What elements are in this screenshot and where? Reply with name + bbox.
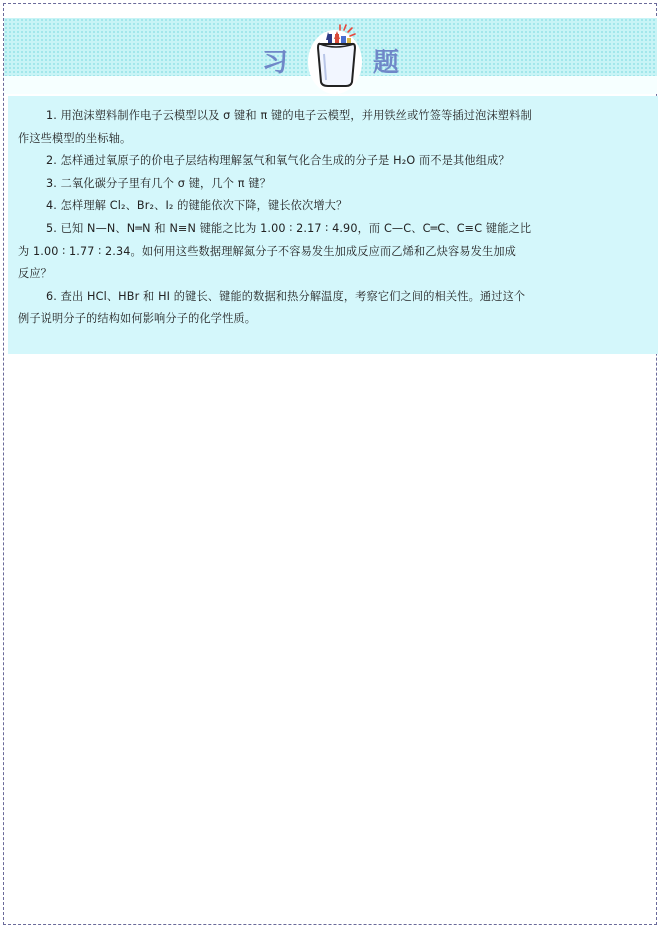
exercise-item xyxy=(18,286,650,331)
title-left-char: 习 xyxy=(262,48,290,78)
exercise-line: 作这些模型的坐标轴。 xyxy=(18,131,132,145)
exercise-item xyxy=(18,173,650,196)
exercise-line: 1. 用泡沫塑料制作电子云模型以及 σ 键和 π 键的电子云模型，并用铁丝或竹签等插过泡沫塑料制 xyxy=(46,109,532,122)
exercise-line: 6. 查出 HCl、HBr 和 HI 的键长、键能的数据和热分解温度，考察它们之间的相关性。通过这个 xyxy=(46,289,526,303)
pencil-cup-icon xyxy=(304,22,366,96)
exercise-line: 5. 已知 N—N、N═N 和 N≡N 键能之比为 1.00 ∶ 2.17 ∶ 4.90，而 C—C、C═C、C≡C 键能之比 xyxy=(46,221,532,235)
exercise-line: 4. 怎样理解 Cl₂、Br₂、I₂ 的键能依次下降，键长依次增大？ xyxy=(46,199,348,213)
exercise-item xyxy=(18,218,650,286)
exercise-line: 2. 怎样通过氧原子的价电子层结构理解氢气和氧气化合生成的分子是 H₂O 而不是其他组成？ xyxy=(46,154,510,168)
exercise-item xyxy=(18,105,650,150)
exercise-line: 反应？ xyxy=(18,267,53,281)
exercise-item xyxy=(18,150,650,173)
exercise-list xyxy=(8,96,658,354)
exercise-line: 例子说明分子的结构如何影响分子的化学性质。 xyxy=(18,312,257,326)
title-right-char: 题 xyxy=(373,48,401,78)
exercise-line: 3. 二氧化碳分子里有几个 σ 键，几个 π 键？ xyxy=(46,176,272,190)
exercise-item xyxy=(18,195,650,218)
exercise-line: 为 1.00 ∶ 1.77 ∶ 2.34。如何用这些数据理解氮分子不容易发生加成反应而乙烯和乙炔容易发生加成 xyxy=(18,244,516,258)
